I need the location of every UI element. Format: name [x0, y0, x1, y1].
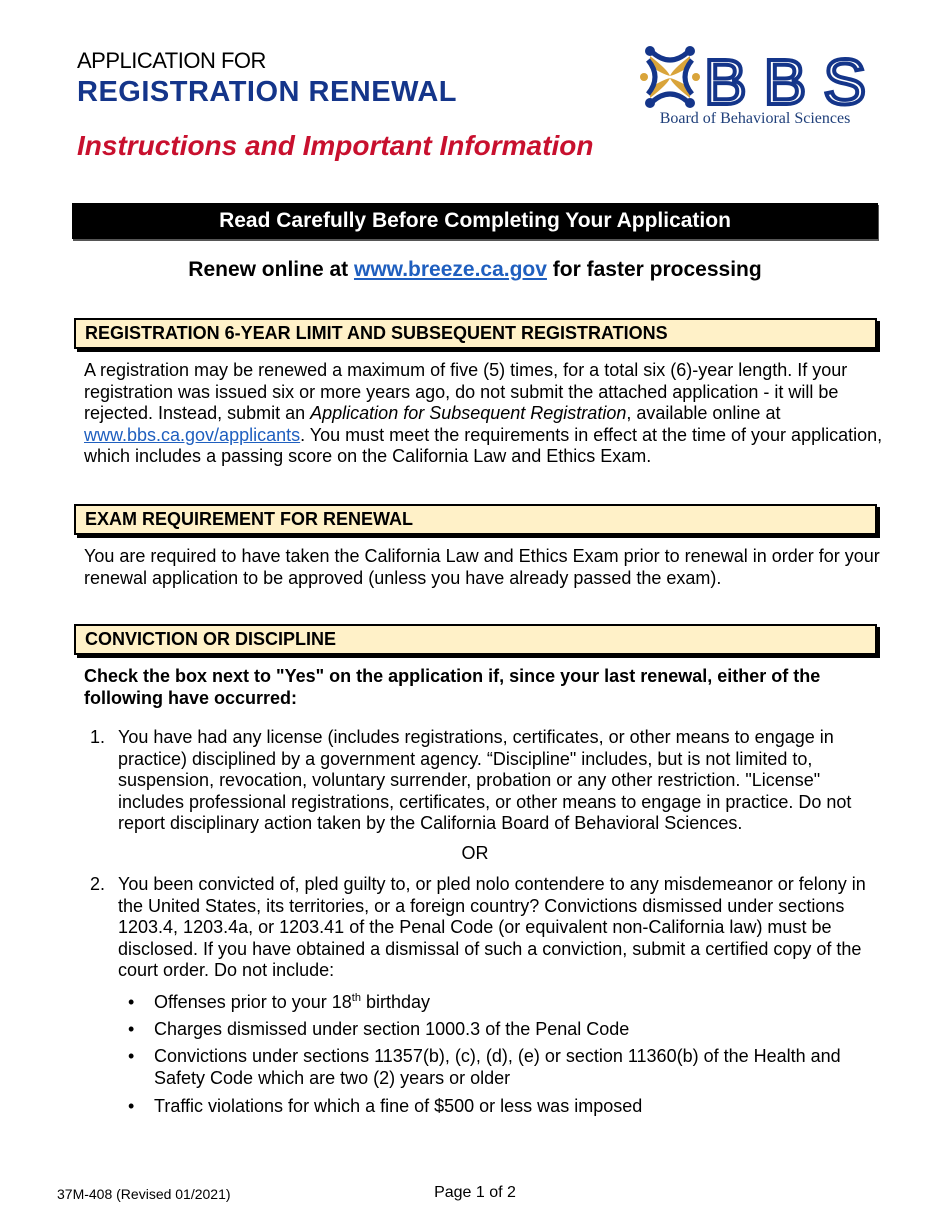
bullet-icon: •	[128, 1019, 135, 1039]
list-item-text: You been convicted of, pled guilty to, or pled nolo contendere to any misdemeanor or felony in the United States, its territories, or a foreign country? Convictions dismissed under sections 1203.4, 1203.4a, or 1203.41 of the Penal Code (or equivalent non-California law) must be disclosed. If you have obtained a dismissal of such a conviction, submit a certified copy of the court order. Do not include:	[118, 874, 866, 980]
conviction-intro: Check the box next to "Yes" on the application if, since your last renewal, either of the following have occurred:	[84, 666, 821, 708]
limit-text-1: A registration may be renewed a maximum of five (5) times, for a total six (6)-year length. If your registration was issued six or more years ago, do not submit the attached application - it will be rejected. Instead, submit an	[84, 360, 848, 423]
bullet-item	[128, 1019, 868, 1041]
bullet-icon: •	[128, 1046, 135, 1066]
read-carefully-banner: Read Carefully Before Completing Your Application	[72, 203, 878, 239]
bullet-text	[154, 992, 868, 1014]
bullet-text-part: birthday	[360, 992, 431, 1012]
renew-online-line	[0, 258, 950, 282]
bullet-text-part: Offenses prior to your 18	[154, 992, 352, 1012]
list-item	[84, 727, 874, 835]
section-header-conviction: CONVICTION OR DISCIPLINE	[74, 624, 877, 655]
form-number: 37M-408 (Revised 01/2021)	[57, 1186, 231, 1202]
form-title: REGISTRATION RENEWAL	[77, 76, 458, 108]
application-for-label: APPLICATION FOR	[77, 48, 266, 73]
section-header-limit: REGISTRATION 6-YEAR LIMIT AND SUBSEQUENT REGISTRATIONS	[74, 318, 877, 349]
section-header-exam: EXAM REQUIREMENT FOR RENEWAL	[74, 504, 877, 535]
renew-online-prefix: Renew online at	[188, 258, 349, 281]
renew-online-suffix: for faster processing	[552, 258, 762, 281]
breeze-link[interactable]: www.breeze.ca.gov	[353, 258, 547, 281]
bullet-item	[128, 1046, 868, 1089]
list-item	[84, 874, 874, 982]
logo-caption: Board of Behavioral Sciences	[659, 110, 851, 127]
bullet-icon: •	[128, 1096, 135, 1116]
bullet-text: Convictions under sections 11357(b), (c), (d), (e) or section 11360(b) of the Health and Safety Code which are two (2) years or older	[154, 1046, 841, 1088]
ordinal-suffix: th	[351, 992, 361, 1004]
or-separator: OR	[461, 843, 489, 863]
bullet-text: Charges dismissed under section 1000.3 of the Penal Code	[154, 1019, 630, 1039]
bullet-item	[128, 1096, 868, 1118]
bbs-emblem-icon	[640, 46, 700, 108]
bullet-item	[128, 992, 868, 1014]
applicants-link[interactable]: www.bbs.ca.gov/applicants	[84, 424, 301, 445]
bullet-text: Traffic violations for which a fine of $500 or less was imposed	[154, 1096, 643, 1116]
exam-paragraph: You are required to have taken the California Law and Ethics Exam prior to renewal in order for your renewal application to be approved (unless you have already passed the exam).	[84, 546, 880, 588]
form-subtitle: Instructions and Important Information	[77, 130, 594, 161]
limit-form-name: Application for Subsequent Registration	[310, 403, 627, 423]
limit-text-2: , available online at	[626, 403, 781, 423]
list-item-text: You have had any license (includes registrations, certificates, or other means to engage in practice) disciplined by a government agency. “Discipline" includes, but is not limited to, suspension, revocation, voluntary surrender, probation or any other restriction. "License" includes professional registrations, certificates, or other means to engage in practice. Do not report disciplinary action taken by the California Board of Behavioral Sciences.	[118, 727, 852, 833]
limit-paragraph	[84, 360, 884, 468]
limit-text-3: . You must meet the requirements in effect at the time of your application, which includes a passing score on the California Law and Ethics Exam.	[84, 424, 883, 466]
list-item-number: 2.	[90, 874, 106, 894]
bbs-logo-text: BBS	[704, 46, 866, 118]
page-number: Page 1 of 2	[434, 1184, 516, 1201]
bullet-icon: •	[128, 992, 135, 1012]
list-item-number: 1.	[90, 727, 106, 747]
